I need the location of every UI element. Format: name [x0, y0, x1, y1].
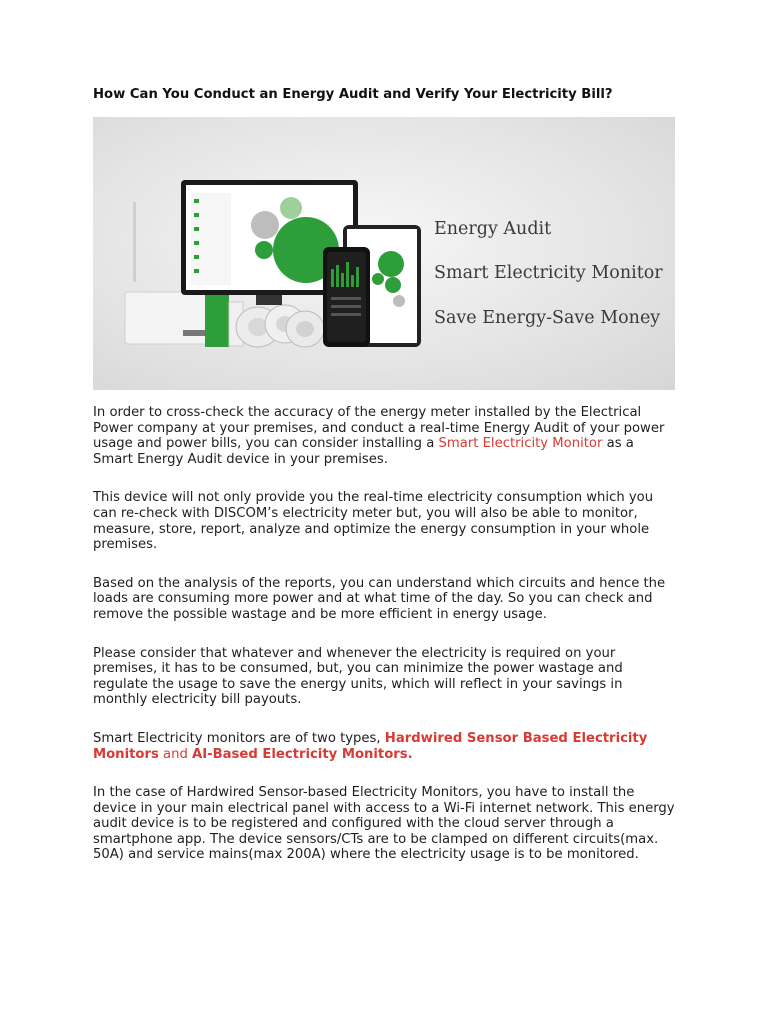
hub-port — [183, 330, 205, 336]
hardwired-monitor-type: Hardwired Sensor Based Electricity Monitors — [93, 730, 648, 762]
paragraph-consumption: Please consider that whatever and whenever the electricity is required on your premises, it has to be consumed, but, you can minimize the power wastage and regulate the usage to save the energy units, which will reflect in your savings in monthly electricity bill payouts. — [93, 645, 623, 708]
hub-device — [125, 292, 215, 344]
smart-electricity-monitor-link[interactable]: Smart Electricity Monitor — [438, 436, 603, 452]
ai-monitor-type: AI-Based Electricity Monitors. — [192, 746, 413, 762]
paragraph-device: This device will not only provide you the real-time electricity consumption which you can re-check with DISCOM’s electricity meter but, you will also be able to monitor, measure, store, report, analyze and optimize the energy consumption in your whole premises. — [93, 490, 654, 553]
hero-line-smart-monitor: Smart Electricity Monitor — [434, 263, 663, 283]
paragraph-analysis: Based on the analysis of the reports, you can understand which circuits and hence the loads are consuming more power and at what time of the day. So you can check and remove the possible wastage and be more efficient in energy usage. — [93, 575, 666, 622]
antenna — [133, 202, 136, 282]
types-text: Smart Electricity monitors are of two types, — [93, 730, 385, 746]
paragraph-types — [93, 731, 675, 762]
green-box — [205, 295, 229, 347]
devices-illustration — [93, 117, 675, 390]
article-title: How Can You Conduct an Energy Audit and Verify Your Electricity Bill? — [93, 87, 613, 102]
ct-clamps-icon — [236, 305, 324, 347]
paragraph-hardwired: In the case of Hardwired Sensor-based Electricity Monitors, you have to install the device in your main electrical panel with access to a Wi-Fi internet network. This energy audit device is to be registered and configured with the cloud server through a smartphone app. The device sensors/CTs are to be clamped on different circuits(max. 50A) and service mains(max 200A) where the electricity usage is to be monitored. — [93, 785, 675, 863]
intro-text: In order to cross-check the accuracy of the energy meter installed by the Electrical Power company at your premises, and conduct a real-time Energy Audit of your power usage and power bills, you can consider installing a — [93, 405, 665, 452]
smartphone-icon — [323, 247, 370, 347]
article — [93, 86, 675, 863]
hero-line-save-energy: Save Energy-Save Money — [434, 308, 661, 328]
paragraph-intro — [93, 405, 675, 467]
hero-line-energy-audit: Energy Audit — [434, 219, 552, 239]
hero-image — [93, 117, 675, 390]
types-and: and — [158, 746, 193, 762]
intro-text-after: as a Smart Energy Audit device in your premises. — [93, 436, 634, 467]
